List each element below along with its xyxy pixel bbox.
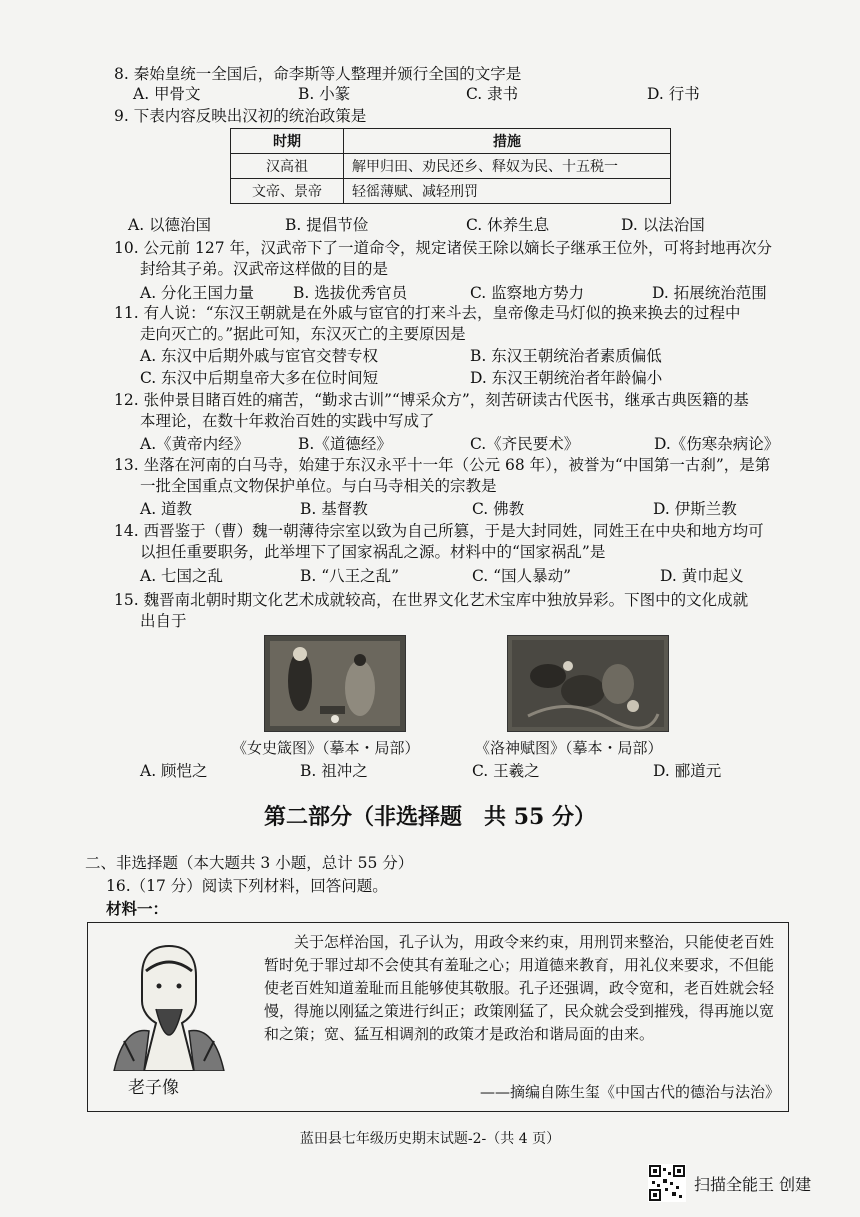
q15-stem-line2: 出自于	[140, 612, 187, 630]
q9-option-c: C. 休养生息	[466, 216, 550, 234]
q14-option-c: C. “国人暴动”	[472, 567, 572, 585]
table-header: 时期	[231, 129, 344, 154]
q8-option-c: C. 隶书	[466, 85, 519, 103]
q10-stem-line2: 封给其子弟。汉武帝这样做的目的是	[140, 260, 389, 278]
q9-option-d: D. 以法治国	[621, 216, 705, 234]
page-footer: 蓝田县七年级历史期末试题-2-（共 4 页）	[299, 1131, 561, 1147]
q10-option-c: C. 监察地方势力	[470, 284, 585, 302]
q12-option-c: C.《齐民要术》	[470, 435, 580, 453]
material-label: 材料一：	[106, 899, 169, 918]
q8-option-a: A. 甲骨文	[133, 85, 201, 103]
q11-stem-line1: 11. 有人说：“东汉王朝就是在外戚与宦官的打来斗去，皇帝像走马灯似的换来换去的过程中	[114, 304, 741, 322]
part2-heading: 二、非选择题（本大题共 3 小题，总计 55 分）	[85, 854, 414, 872]
q12-option-b: B.《道德经》	[298, 435, 392, 453]
q16-stem: 16.（17 分）阅读下列材料，回答问题。	[106, 877, 388, 895]
q14-stem-line2: 以担任重要职务，此举埋下了国家祸乱之源。材料中的“国家祸乱”是	[140, 543, 606, 561]
q9-option-b: B. 提倡节俭	[285, 216, 369, 234]
material-text: 关于怎样治国，孔子认为，用政令来约束，用刑罚来整治，只能使老百姓暂时免于罪过却不会使其有羞耻之心；用道德来教育，用礼仪来要求，不但能使老百姓知道羞耻而且能够使其敬服。孔子还强调，政令宽和，老百姓就会轻慢，得施以刚猛之策进行纠正；政策刚猛了，民众就会受到摧残，得再施以宽和之策；宽、猛互相调剂的政策才是政治和谐局面的由来。	[264, 933, 775, 1043]
q13-option-d: D. 伊斯兰教	[653, 500, 737, 518]
q9-policy-table	[230, 128, 671, 204]
q13-stem-line2: 一批全国重点文物保护单位。与白马寺相关的宗教是	[140, 477, 497, 495]
q8-option-b: B. 小篆	[298, 85, 351, 103]
laozi-portrait	[94, 931, 244, 1071]
q10-option-a: A. 分化王国力量	[140, 284, 255, 302]
q15-option-c: C. 王羲之	[472, 762, 540, 780]
painting-caption-1: 《女史箴图》（摹本・局部）	[232, 739, 420, 757]
q12-option-d: D.《伤寒杂病论》	[654, 435, 780, 453]
q8-option-d: D. 行书	[647, 85, 700, 103]
q8-stem: 8. 秦始皇统一全国后，命李斯等人整理并颁行全国的文字是	[114, 65, 522, 83]
q10-option-b: B. 选拔优秀官员	[293, 284, 408, 302]
portrait-caption: 老子像	[128, 1078, 179, 1098]
q15-option-a: A. 顾恺之	[140, 762, 208, 780]
q11-option-a: A. 东汉中后期外戚与宦官交替专权	[140, 347, 379, 365]
q15-option-b: B. 祖冲之	[300, 762, 368, 780]
q9-option-a: A. 以德治国	[128, 216, 212, 234]
q13-option-b: B. 基督教	[300, 500, 368, 518]
table-cell: 解甲归田、劝民还乡、释奴为民、十五税一	[344, 154, 671, 179]
q14-stem-line1: 14. 西晋鉴于（曹）魏一朝薄待宗室以致为自己所篡，于是大封同姓，同姓王在中央和地方均可	[114, 522, 764, 540]
q11-stem-line2: 走向灭亡的。”据此可知，东汉灭亡的主要原因是	[140, 325, 466, 343]
luo-shen-fu-painting	[507, 635, 669, 732]
q11-options	[140, 346, 820, 390]
q13-option-a: A. 道教	[140, 500, 193, 518]
q14-option-d: D. 黄巾起义	[660, 567, 744, 585]
q14-option-b: B. “八王之乱”	[300, 567, 400, 585]
table-header: 措施	[344, 129, 671, 154]
material-source: ——摘编自陈生玺《中国古代的德治与法治》	[479, 1083, 780, 1101]
q11-option-d: D. 东汉王朝统治者年龄偏小	[470, 369, 663, 387]
q10-stem-line1: 10. 公元前 127 年，汉武帝下了一道命令，规定诸侯王除以嫡长子继承王位外，可将封地再次分	[114, 239, 773, 257]
q15-option-d: D. 郦道元	[653, 762, 722, 780]
table-cell: 汉高祖	[231, 154, 344, 179]
nu-shi-zhen-painting	[264, 635, 406, 732]
q12-option-a: A.《黄帝内经》	[140, 435, 250, 453]
qr-code-icon	[648, 1164, 686, 1202]
q12-stem-line2: 本理论，在数十年救治百姓的实践中写成了	[140, 412, 435, 430]
q13-stem-line1: 13. 坐落在河南的白马寺，始建于东汉永平十一年（公元 68 年），被誉为“中国第一古刹”，是第	[114, 456, 771, 474]
q11-option-c: C. 东汉中后期皇帝大多在位时间短	[140, 369, 379, 387]
q10-option-d: D. 拓展统治范围	[652, 284, 767, 302]
q14-option-a: A. 七国之乱	[140, 567, 224, 585]
section-title: 第二部分（非选择题 共 55 分）	[264, 804, 596, 830]
table-cell: 文帝、景帝	[231, 179, 344, 204]
q12-stem-line1: 12. 张仲景目睹百姓的痛苦，“勤求古训”“博采众方”，刻苦研读古代医书，继承古典医籍的基	[114, 391, 749, 409]
scanner-brand: 扫描全能王 创建	[694, 1175, 812, 1194]
table-cell: 轻徭薄赋、减轻刑罚	[344, 179, 671, 204]
q13-option-c: C. 佛教	[472, 500, 525, 518]
q11-option-b: B. 东汉王朝统治者素质偏低	[470, 347, 662, 365]
q15-stem-line1: 15. 魏晋南北朝时期文化艺术成就较高，在世界文化艺术宝库中独放异彩。下图中的文化成就	[114, 591, 749, 609]
q9-stem: 9. 下表内容反映出汉初的统治政策是	[114, 107, 367, 125]
painting-caption-2: 《洛神赋图》（摹本・局部）	[475, 739, 663, 757]
material-box	[87, 922, 789, 1112]
